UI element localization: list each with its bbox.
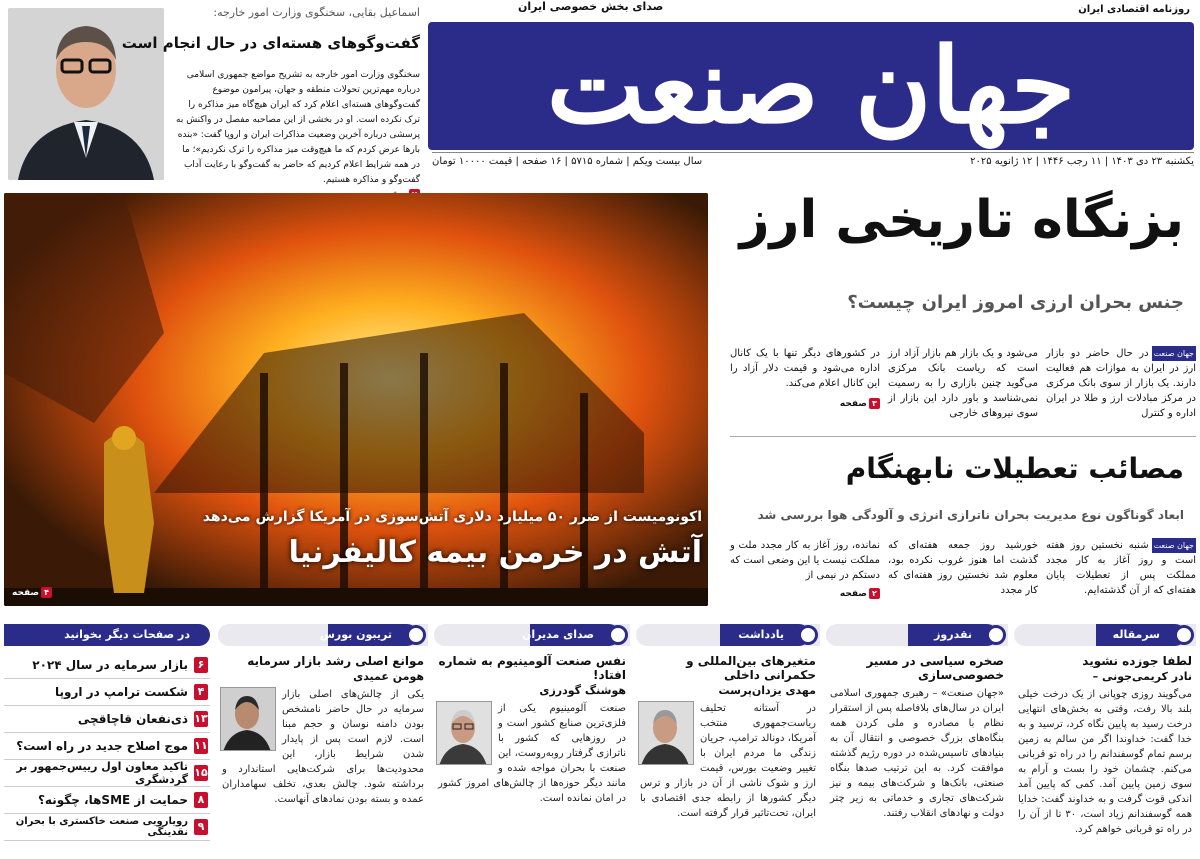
page-number: ۳ (869, 398, 880, 409)
column-title: نفس صنعت آلومینیوم به شماره افتاد! (438, 654, 626, 682)
tagline: صدای بخش خصوصی ایران (518, 0, 664, 13)
page-number: ۱۵ (194, 766, 208, 779)
author-photo (436, 701, 492, 765)
brand-mark: جهان صنعت (1152, 538, 1196, 553)
sidebar-title: در صفحات دیگر بخوانید (4, 624, 210, 646)
author-photo (220, 687, 276, 751)
second-text-1: شنبه نخستین روز هفته است و روز آغاز به کار مجدد مملکت پس از تعطیلات پایان هفته‌ای که از آن گذشته‌ایم. (1046, 540, 1196, 596)
sidebar-item-label: تاکید معاون اول رییس‌جمهور بر گردشگری (16, 760, 188, 786)
column-critique[interactable] (826, 624, 1008, 859)
section-label: نقدروز (934, 628, 972, 641)
page-number: ۹ (194, 819, 208, 835)
column-title: متغیرهای بین‌المللی و حکمرانی داخلی (686, 654, 816, 682)
sidebar-item[interactable] (4, 733, 210, 760)
second-columns (730, 538, 1196, 608)
section-label: یادداشت (738, 628, 784, 641)
section-icon (986, 625, 1006, 645)
page-number: ۴ (41, 587, 52, 598)
sidebar-item[interactable] (4, 814, 210, 841)
fire-headline: آتش در خرمن بیمه کالیفرنیا (288, 535, 702, 570)
column-author: نادر کریمی‌جونی – (1092, 670, 1192, 683)
brand-mark: جهان صنعت (1152, 346, 1196, 361)
author-photo (638, 701, 694, 765)
lead-columns (730, 346, 1196, 426)
sidebar-item[interactable] (4, 679, 210, 706)
section-label: صدای مدیران (522, 628, 594, 641)
column-body: «جهان صنعت» – رهبری جمهوری اسلامی ایران در سال‌های بلافاصله پس از استقرار نظام با مصادره و ملی کردن همه بنگاه‌های بزرگ خصوصی و انتقال آن به بنیادهای تاسیس‌شده در دوره رژیم گذشته موافقت کرد. به این ترتیب صدها بنگاه صنعتی، بانک‌ها و شرکت‌های بیمه و نیز شرکت‌های تجاری و خدماتی به زیر چتر دولت و نهادهای انقلاب رفتند. (830, 688, 1004, 819)
interview-box[interactable] (4, 4, 424, 185)
column-bourse[interactable] (218, 624, 428, 859)
lead-col-2: می‌شود و یک بازار هم بازار آزاد ارز است که ریاست بانک مرکزی می‌گوید چنین بازاری را به رسمیت نمی‌شناسد و باور دارد این بازار از سوی نیروهای خارجی (888, 348, 1038, 419)
sidebar-item[interactable] (4, 706, 210, 733)
page-number: ۱۳ (194, 712, 208, 725)
column-header (826, 624, 1008, 646)
interview-text: سخنگوی وزارت امور خارجه به تشریح مواضع جمهوری اسلامی درباره مهم‌ترین تحولات منطقه و جهان، پیرامون موضوع گفت‌وگوهای هسته‌ای اعلام کرد که ایران هیچ‌گاه میز مذاکره را ترک نکرده است. او در بخشی از این مصاحبه مفصل در واکنش به پرسشی درباره آخرین وضعیت مذاکرات ایران و اروپا گفت: «بنده بارها عرض کردم که ما هیچ‌وقت میز مذاکره را ترک نکردیم»؛ ما در همه شرایط اعلام کردیم که حاضر به گفت‌وگو با رعایت آداب گفت‌وگو و مذاکره هستیم. (176, 70, 420, 185)
section-icon (798, 625, 818, 645)
column-body: در آستانه تحلیف ریاست‌جمهوری منتخب آمریکا، دونالد ترامپ، جریان زندگی ما مردم ایران با تغییر وضعیت بورس، قیمت ارز و شوک ناشی از آن در بازار و ترس دیگر کشورها از رابطه جدی اقتصادی با ایران، تحت‌تاثیر قرار گرفته است. (640, 703, 816, 819)
divider (730, 436, 1196, 437)
column-author: هومن عمیدی (353, 670, 424, 683)
logo-text: جهان صنعت (546, 24, 1076, 147)
second-col-1 (1046, 538, 1196, 598)
sidebar-item-label: بازار سرمایه در سال ۲۰۲۴ (32, 658, 188, 672)
column-body: می‌گویند روزی چوپانی از یک درخت خیلی بلند بالا رفت، وقتی به بخش‌های انتهایی درخت رسید به پایین نگاه کرد، ترسید و به خدا گفت: خداوندا اگر من سالم به زمین برسم تمام گوسفندانم را در راه تو قربانی می‌کنم. چشمان خود را بست و آرام به سوی زمین پایین آمد. کمی که پایین آمد اندکی قوت گرفت و به خداوند گفت: خدایا همه گوسفندانم زیاد است، ۳۰ تا از آن را در راه تو قربانی خواهم کرد. (1018, 689, 1192, 835)
sidebar-item[interactable] (4, 652, 210, 679)
sidebar-item-label: موج اصلاح جدید در راه است؟ (16, 739, 188, 753)
fire-kicker: اکونومیست از ضرر ۵۰ میلیارد دلاری آتش‌سوزی در آمریکا گزارش می‌دهد (202, 509, 702, 525)
sidebar-item-label: ذی‌نفعان قاچاقچی (77, 712, 188, 726)
page-label: صفحه (839, 399, 867, 409)
sidebar-list (4, 652, 210, 841)
sidebar-item-label: شکست ترامپ در اروپا (54, 685, 188, 699)
column-header (1014, 624, 1196, 646)
newspaper-logo (428, 22, 1194, 150)
section-icon (608, 625, 628, 645)
column-editorial[interactable] (1014, 624, 1196, 859)
second-page-ref[interactable] (730, 587, 880, 602)
column-header (218, 624, 428, 646)
lead-headline[interactable]: بزنگاه تاریخی ارز (739, 190, 1184, 250)
other-pages-sidebar (4, 624, 210, 859)
sidebar-item[interactable] (4, 787, 210, 814)
sidebar-item-label: رویارویی صنعت خاکستری با بحران نقدینگی (15, 816, 188, 838)
fire-photo-story[interactable] (4, 193, 708, 606)
issue-info: سال بیست ویکم | شماره ۵۷۱۵ | ۱۶ صفحه | قیمت ۱۰۰۰۰ تومان (432, 156, 703, 167)
sidebar-item[interactable] (4, 760, 210, 787)
daily-label: روزنامه اقتصادی ایران (1078, 4, 1190, 15)
column-title: صخره سیاسی در مسیر خصوصی‌سازی (866, 654, 1004, 682)
interview-kicker: اسماعیل بقایی، سخنگوی وزارت امور خارجه: (213, 6, 420, 19)
lead-page-ref[interactable] (730, 397, 880, 412)
date-text: یکشنبه ۲۳ دی ۱۴۰۳ | ۱۱ رجب ۱۴۴۶ | ۱۲ ژانویه ۲۰۲۵ (970, 156, 1194, 167)
second-subhead: ابعاد گوناگون نوع مدیریت بحران ناترازی انرژی و آلودگی هوا بررسی شد (757, 508, 1184, 522)
column-body: یکی از چالش‌های اصلی بازار سرمایه در حال حاضر نامشخص بودن دامنه نوسان و حجم مبنا است. لازم است پس از پایدار شدن شرایط بازار، این محدودیت‌ها برای شرکت‌هایی استاندارد و برداشته شود. چالش بعدی، تخلف سهامداران عمده و بسته بودن نمادهای آنهاست. (222, 689, 424, 805)
page-number: ۶ (194, 657, 208, 673)
page-number: ۴ (194, 684, 208, 700)
column-managers[interactable] (434, 624, 630, 859)
section-icon (406, 625, 426, 645)
page-number: ۱۱ (194, 739, 208, 752)
page-number: ۲ (869, 588, 880, 599)
second-col-2: خورشید روز جمعه هفته‌ای که گذشت اما هنوز غروب نکرده بود، معلوم شد نخستین روز هفته‌ای که کار مجدد (888, 540, 1038, 596)
column-header (434, 624, 630, 646)
masthead (428, 0, 1194, 150)
column-note[interactable] (636, 624, 820, 859)
column-author: هوشنگ گودرزی (539, 684, 626, 697)
interview-title: گفت‌وگوهای هسته‌ای در حال انجام است (121, 34, 420, 52)
sidebar-item-label: حمایت از SMEها، چگونه؟ (37, 793, 188, 807)
second-col-3 (730, 538, 880, 602)
second-headline[interactable]: مصائب تعطیلات نابهنگام (845, 452, 1184, 485)
interview-body (172, 68, 420, 203)
page-label: صفحه (12, 588, 40, 598)
second-text-3: نمانده، روز آغاز به کار مجدد ملت و مملکت نیست یا این وضعی است که دستکم در نیمی از (730, 540, 880, 581)
lead-text-3: در کشورهای دیگر تنها با یک کانال اداره می‌شود و قیمت دلار آزاد را این کانال اعلام می‌کند. (730, 348, 880, 389)
lead-text-1: در حال حاضر دو بازار ارز در ایران به موازات هم فعالیت دارند. یک بازار از سوی بانک مرکزی در مرکز مبادلات ارز و طلا در ایران اداره و کنترل (1046, 348, 1196, 419)
section-label: تریبون بورس (319, 628, 392, 641)
section-label: سرمقاله (1112, 628, 1160, 641)
column-header (636, 624, 820, 646)
lead-col-1 (1046, 346, 1196, 421)
dateline (432, 152, 1194, 170)
column-author: مهدی یزدان‌پرست (718, 684, 816, 697)
lead-col-3 (730, 346, 880, 412)
column-title: لطفا جوزده نشوید (1082, 654, 1192, 668)
lead-subhead: جنس بحران ارزی امروز ایران چیست؟ (847, 292, 1184, 313)
page-label: صفحه (839, 589, 867, 599)
column-title: موانع اصلی رشد بازار سرمایه (247, 654, 424, 668)
column-body: صنعت آلومینیوم یکی از فلزی‌ترین صنایع کشور است و در روزهایی که کشور با ناترازی گرفتار روبه‌روست، این صنعت با بحران مواجه شده و مانند دیگر حوزه‌ها از چالش‌های امروز کشور در امان نمانده است. (438, 703, 626, 804)
fire-page-ref[interactable] (12, 587, 52, 598)
section-icon (1174, 625, 1194, 645)
page-number: ۸ (194, 792, 208, 808)
